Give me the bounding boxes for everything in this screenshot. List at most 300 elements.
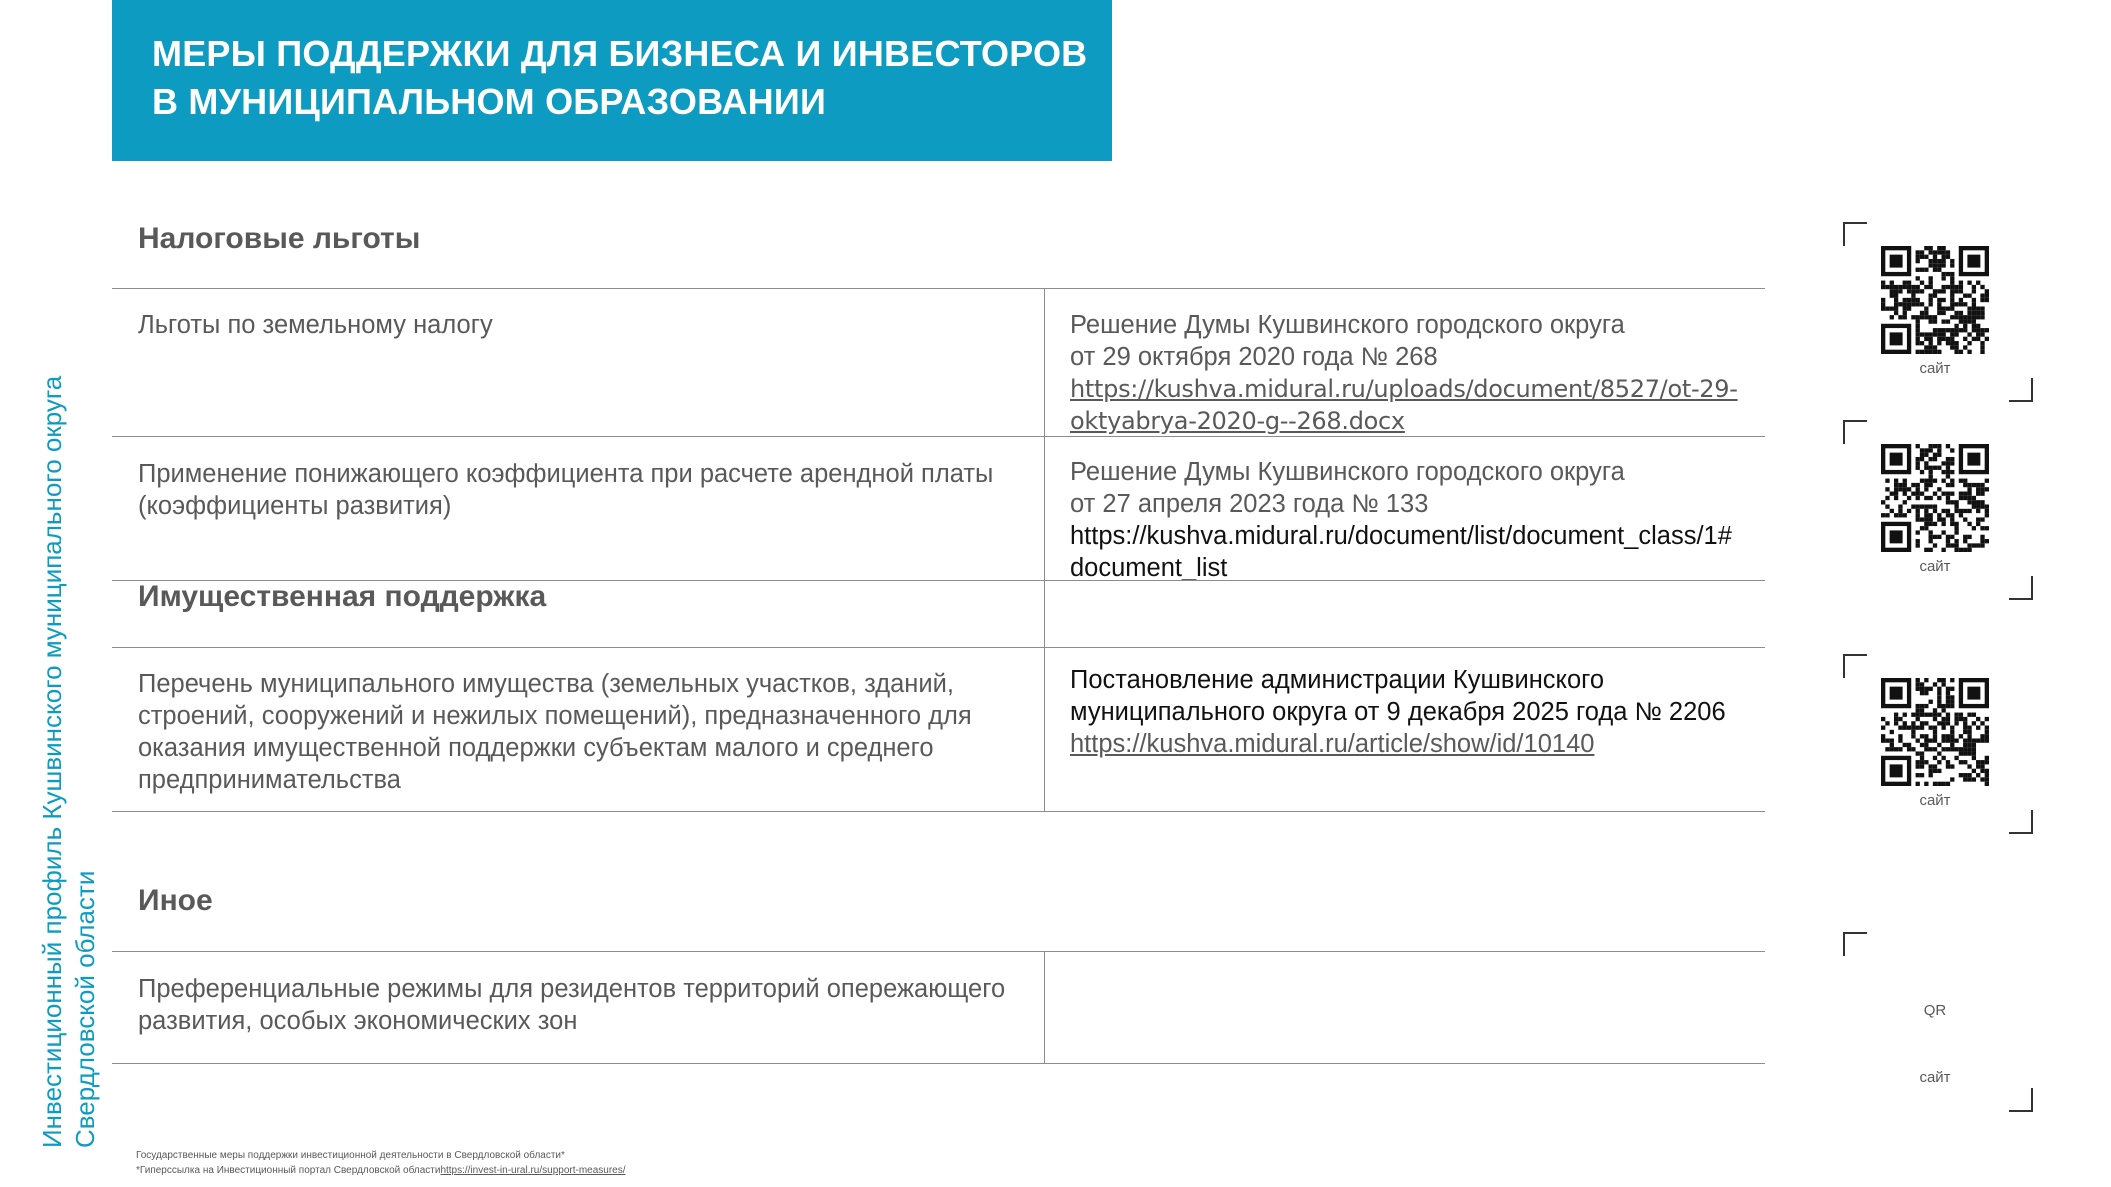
qr-module <box>1980 721 1984 725</box>
qr-module <box>1972 500 1976 504</box>
qr-module <box>1894 717 1898 721</box>
qr-module <box>1920 341 1924 345</box>
qr-module <box>1890 738 1894 742</box>
qr-module <box>1941 708 1945 712</box>
qr-module <box>1946 513 1950 517</box>
qr-module <box>1946 509 1950 513</box>
qr-module <box>1933 328 1937 332</box>
qr-module <box>1916 332 1920 336</box>
qr-module <box>1963 345 1967 349</box>
qr-module <box>1890 289 1894 293</box>
qr-module <box>1929 764 1933 768</box>
qr-module <box>1920 350 1924 354</box>
other-row1-left: Преференциальные режимы для резидентов территорий опережающего развития, особых экономических зон <box>138 975 1006 1035</box>
qr-module <box>1972 302 1976 306</box>
qr-module <box>1950 726 1954 730</box>
qr-module <box>1954 509 1958 513</box>
qr-module <box>1950 687 1954 691</box>
qr-module <box>1885 487 1889 491</box>
qr-module <box>1946 535 1950 539</box>
qr-module <box>1959 513 1963 517</box>
qr-module <box>1972 306 1976 310</box>
qr-module <box>1972 315 1976 319</box>
qr-module <box>1941 738 1945 742</box>
qr-module <box>1985 479 1989 483</box>
qr-module <box>1980 285 1984 289</box>
qr-finder-center <box>1890 255 1903 268</box>
qr-module <box>1920 504 1924 508</box>
tax-row1-link-line1[interactable]: https://kushva.midural.ru/uploads/document/8527/ot-29- <box>1070 375 1738 403</box>
qr-finder-center <box>1967 453 1980 466</box>
qr-module <box>1980 500 1984 504</box>
qr-module <box>1972 743 1976 747</box>
qr-module <box>1976 483 1980 487</box>
qr-module <box>1894 306 1898 310</box>
qr-module <box>1929 332 1933 336</box>
qr-module <box>1890 281 1894 285</box>
qr-module <box>1976 306 1980 310</box>
qr-module <box>1946 691 1950 695</box>
qr-module <box>1924 513 1928 517</box>
property-row1-link[interactable] <box>1070 728 1770 760</box>
qr-module <box>1985 289 1989 293</box>
qr-module <box>1959 350 1963 354</box>
qr-module <box>1933 717 1937 721</box>
qr-module <box>1920 311 1924 315</box>
qr-module <box>1933 466 1937 470</box>
qr-module <box>1903 281 1907 285</box>
frame-corner <box>2009 576 2033 600</box>
qr-module <box>1980 350 1984 354</box>
qr-module <box>1929 713 1933 717</box>
tax-row2-link-line1[interactable]: https://kushva.midural.ru/document/list/document_class/1# <box>1070 522 1732 550</box>
qr-module <box>1941 259 1945 263</box>
qr-module <box>1946 539 1950 543</box>
qr-module <box>1890 730 1894 734</box>
side-label-line1: Инвестиционный профиль Кушвинского муниципального округа <box>37 375 67 1148</box>
qr-module <box>1924 246 1928 250</box>
qr-module <box>1954 526 1958 530</box>
qr-module <box>1963 517 1967 521</box>
qr-module <box>1959 328 1963 332</box>
qr-module <box>1929 341 1933 345</box>
qr-code-icon[interactable] <box>1881 246 1989 354</box>
qr-module <box>1933 522 1937 526</box>
qr-module <box>1967 319 1971 323</box>
qr-module <box>1916 492 1920 496</box>
qr-module <box>1946 700 1950 704</box>
column-divider <box>1044 951 1045 1063</box>
qr-module <box>1924 678 1928 682</box>
qr-module <box>1911 713 1915 717</box>
qr-module <box>1937 332 1941 336</box>
qr-module <box>1907 743 1911 747</box>
qr-module <box>1967 496 1971 500</box>
qr-module <box>1933 255 1937 259</box>
qr-module <box>1941 522 1945 526</box>
qr-module <box>1916 678 1920 682</box>
qr-module <box>1907 306 1911 310</box>
qr-module <box>1980 315 1984 319</box>
qr-module <box>1976 764 1980 768</box>
qr-module <box>1959 734 1963 738</box>
qr-module <box>1916 782 1920 786</box>
qr-module <box>1920 268 1924 272</box>
qr-module <box>1924 461 1928 465</box>
qr-module <box>1976 760 1980 764</box>
qr-module <box>1916 350 1920 354</box>
qr-module <box>1920 255 1924 259</box>
qr-module <box>1985 513 1989 517</box>
qr-module <box>1916 773 1920 777</box>
qr-module <box>1898 738 1902 742</box>
qr-module <box>1907 289 1911 293</box>
qr-module <box>1980 483 1984 487</box>
qr-module <box>1954 328 1958 332</box>
qr-module <box>1890 306 1894 310</box>
qr-module <box>1937 691 1941 695</box>
section-title-property: Имущественная поддержка <box>138 580 547 613</box>
qr-module <box>1967 281 1971 285</box>
qr-module <box>1916 726 1920 730</box>
qr-code-icon[interactable] <box>1881 444 1989 552</box>
qr-module <box>1972 751 1976 755</box>
qr-module <box>1920 289 1924 293</box>
qr-module <box>1898 487 1902 491</box>
qr-module <box>1894 483 1898 487</box>
qr-module <box>1941 337 1945 341</box>
qr-module <box>1941 682 1945 686</box>
qr-module <box>1976 543 1980 547</box>
qr-module <box>1885 513 1889 517</box>
qr-module <box>1929 246 1933 250</box>
qr-module <box>1959 496 1963 500</box>
qr-module <box>1967 306 1971 310</box>
qr-module <box>1980 543 1984 547</box>
qr-module <box>1950 457 1954 461</box>
qr-module <box>1980 294 1984 298</box>
qr-module <box>1967 509 1971 513</box>
qr-module <box>1963 496 1967 500</box>
tax-row1-left: Льготы по земельному налогу <box>138 311 493 339</box>
qr-module <box>1916 276 1920 280</box>
qr-module <box>1985 504 1989 508</box>
qr-module <box>1933 319 1937 323</box>
qr-module <box>1916 539 1920 543</box>
qr-module <box>1920 302 1924 306</box>
qr-module <box>1950 345 1954 349</box>
qr-module <box>1894 713 1898 717</box>
qr-module <box>1937 311 1941 315</box>
qr-module <box>1946 496 1950 500</box>
qr-module <box>1976 324 1980 328</box>
qr-module <box>1929 504 1933 508</box>
qr-module <box>1907 496 1911 500</box>
qr-module <box>1916 268 1920 272</box>
tax-row1-link[interactable] <box>1070 373 1770 405</box>
qr-module <box>1946 687 1950 691</box>
qr-module <box>1916 517 1920 521</box>
qr-module <box>1907 487 1911 491</box>
qr-module <box>1980 535 1984 539</box>
qr-module <box>1976 337 1980 341</box>
qr-module <box>1941 289 1945 293</box>
qr-module <box>1963 539 1967 543</box>
qr-module <box>1920 332 1924 336</box>
qr-module <box>1937 250 1941 254</box>
qr-module <box>1946 470 1950 474</box>
qr-module <box>1950 337 1954 341</box>
tax-row1-link-cont[interactable] <box>1070 405 1770 437</box>
qr-module <box>1929 345 1933 349</box>
qr-module <box>1907 747 1911 751</box>
qr-module <box>1929 448 1933 452</box>
qr-module <box>1929 281 1933 285</box>
qr-module <box>1898 734 1902 738</box>
qr-module <box>1976 281 1980 285</box>
qr-module <box>1920 743 1924 747</box>
qr-module <box>1916 319 1920 323</box>
qr-module <box>1954 345 1958 349</box>
qr-module <box>1911 504 1915 508</box>
qr-module <box>1920 250 1924 254</box>
qr-module <box>1890 492 1894 496</box>
qr-module <box>1894 487 1898 491</box>
qr-module <box>1933 345 1937 349</box>
qr-module <box>1985 509 1989 513</box>
qr-module <box>1946 341 1950 345</box>
qr-module <box>1911 294 1915 298</box>
qr-module <box>1916 687 1920 691</box>
qr-module <box>1937 769 1941 773</box>
qr-module <box>1894 492 1898 496</box>
qr-module <box>1946 466 1950 470</box>
divider <box>112 288 1765 289</box>
qr-module <box>1946 483 1950 487</box>
qr-module <box>1890 743 1894 747</box>
qr-module <box>1976 509 1980 513</box>
qr-module <box>1946 492 1950 496</box>
qr-module <box>1916 487 1920 491</box>
qr-module <box>1881 281 1885 285</box>
qr-module <box>1898 289 1902 293</box>
qr-module <box>1903 306 1907 310</box>
qr-module <box>1941 276 1945 280</box>
qr-module <box>1920 713 1924 717</box>
qr-module <box>1916 337 1920 341</box>
qr-module <box>1972 713 1976 717</box>
qr-module <box>1916 764 1920 768</box>
qr-module <box>1946 747 1950 751</box>
qr-module <box>1924 332 1928 336</box>
qr-module <box>1967 543 1971 547</box>
qr-module <box>1924 517 1928 521</box>
qr-module <box>1950 747 1954 751</box>
qr-module <box>1885 747 1889 751</box>
qr-module <box>1972 769 1976 773</box>
side-label-line2: Свердловской области <box>70 870 100 1148</box>
divider <box>112 1063 1765 1064</box>
tax-row1-doc: Решение Думы Кушвинского городского округа <box>1070 311 1625 339</box>
frame-corner <box>2009 810 2033 834</box>
qr-module <box>1929 530 1933 534</box>
qr-module <box>1980 738 1984 742</box>
qr-module <box>1985 717 1989 721</box>
qr-module <box>1954 285 1958 289</box>
qr-module <box>1972 777 1976 781</box>
qr-module <box>1933 332 1937 336</box>
qr-module <box>1972 311 1976 315</box>
qr-module <box>1937 444 1941 448</box>
qr-module <box>1937 341 1941 345</box>
qr-module <box>1916 255 1920 259</box>
qr-module <box>1881 298 1885 302</box>
qr-module <box>1924 487 1928 491</box>
qr-module <box>1972 285 1976 289</box>
qr-module <box>1916 466 1920 470</box>
qr-module <box>1980 764 1984 768</box>
qr-module <box>1937 743 1941 747</box>
qr-module <box>1946 738 1950 742</box>
qr-module <box>1972 543 1976 547</box>
qr-module <box>1967 315 1971 319</box>
qr-module <box>1920 687 1924 691</box>
qr-module <box>1972 324 1976 328</box>
qr-module <box>1933 730 1937 734</box>
tax-row1-link-line2[interactable]: oktyabrya-2020-g--268.docx <box>1070 407 1405 435</box>
qr-module <box>1980 487 1984 491</box>
qr-module <box>1985 298 1989 302</box>
qr-module <box>1937 268 1941 272</box>
frame-corner <box>1843 420 1867 444</box>
qr-module <box>1937 535 1941 539</box>
footnote-link[interactable]: https://invest-in-ural.ru/support-measures/ <box>440 1165 626 1176</box>
qr-module <box>1894 496 1898 500</box>
qr-module <box>1950 738 1954 742</box>
qr-module <box>1954 311 1958 315</box>
qr-module <box>1911 730 1915 734</box>
qr-module <box>1941 332 1945 336</box>
qr-module <box>1959 713 1963 717</box>
qr-module <box>1959 315 1963 319</box>
qr-module <box>1976 517 1980 521</box>
qr-module <box>1941 756 1945 760</box>
qr-module <box>1980 332 1984 336</box>
qr-module <box>1985 769 1989 773</box>
qr-module <box>1898 513 1902 517</box>
qr-module <box>1941 492 1945 496</box>
qr-module <box>1911 726 1915 730</box>
divider <box>112 951 1765 952</box>
qr-module <box>1980 306 1984 310</box>
qr-module <box>1933 756 1937 760</box>
qr-module <box>1924 747 1928 751</box>
qr-module <box>1954 713 1958 717</box>
qr-module <box>1950 730 1954 734</box>
qr-module <box>1941 747 1945 751</box>
qr-module <box>1963 738 1967 742</box>
qr-module <box>1985 782 1989 786</box>
qr-module <box>1929 522 1933 526</box>
qr-module <box>1967 751 1971 755</box>
qr-module <box>1954 548 1958 552</box>
qr-code-icon[interactable] <box>1881 678 1989 786</box>
qr-module <box>1916 341 1920 345</box>
frame-corner <box>1843 222 1867 246</box>
qr-module <box>1924 268 1928 272</box>
qr-module <box>1929 466 1933 470</box>
qr-module <box>1929 539 1933 543</box>
qr-module <box>1894 289 1898 293</box>
qr-module <box>1967 747 1971 751</box>
qr-module <box>1963 328 1967 332</box>
qr-module <box>1946 272 1950 276</box>
qr-module <box>1985 756 1989 760</box>
qr-module <box>1929 350 1933 354</box>
side-label <box>36 328 102 1148</box>
qr-module <box>1950 289 1954 293</box>
qr-module <box>1941 255 1945 259</box>
qr-module <box>1920 751 1924 755</box>
qr-module <box>1937 695 1941 699</box>
qr-module <box>1881 734 1885 738</box>
qr-module <box>1920 708 1924 712</box>
qr-module <box>1933 543 1937 547</box>
qr-module <box>1885 721 1889 725</box>
qr-module <box>1916 504 1920 508</box>
qr-module <box>1916 751 1920 755</box>
qr-module <box>1924 782 1928 786</box>
qr-module <box>1950 543 1954 547</box>
qr-module <box>1959 492 1963 496</box>
qr-module <box>1924 738 1928 742</box>
qr-module <box>1963 302 1967 306</box>
qr-module <box>1967 341 1971 345</box>
qr-module <box>1903 298 1907 302</box>
qr-module <box>1946 328 1950 332</box>
qr-module <box>1941 263 1945 267</box>
qr-module <box>1929 294 1933 298</box>
section-title-tax: Налоговые льготы <box>138 222 421 255</box>
qr-module <box>1950 535 1954 539</box>
qr-module <box>1937 466 1941 470</box>
qr-module <box>1916 513 1920 517</box>
qr-module <box>1898 726 1902 730</box>
column-divider <box>1044 288 1045 811</box>
qr-module <box>1946 734 1950 738</box>
qr-module <box>1907 298 1911 302</box>
qr-module <box>1929 747 1933 751</box>
qr-module <box>1980 734 1984 738</box>
qr-module <box>1985 730 1989 734</box>
qr-module <box>1937 350 1941 354</box>
qr-module <box>1946 721 1950 725</box>
qr-module <box>1941 678 1945 682</box>
qr-module <box>1924 721 1928 725</box>
tax-row2-link-line2[interactable]: document_list <box>1070 554 1228 582</box>
qr-module <box>1967 311 1971 315</box>
qr-module <box>1924 255 1928 259</box>
qr-module <box>1967 548 1971 552</box>
qr-module <box>1929 517 1933 521</box>
qr-module <box>1950 259 1954 263</box>
property-row1-link-text[interactable]: https://kushva.midural.ru/article/show/id/10140 <box>1070 730 1595 758</box>
footnote-line2 <box>136 1165 626 1176</box>
qr-module <box>1929 513 1933 517</box>
qr-module <box>1937 517 1941 521</box>
qr-module <box>1916 682 1920 686</box>
qr-module <box>1972 298 1976 302</box>
